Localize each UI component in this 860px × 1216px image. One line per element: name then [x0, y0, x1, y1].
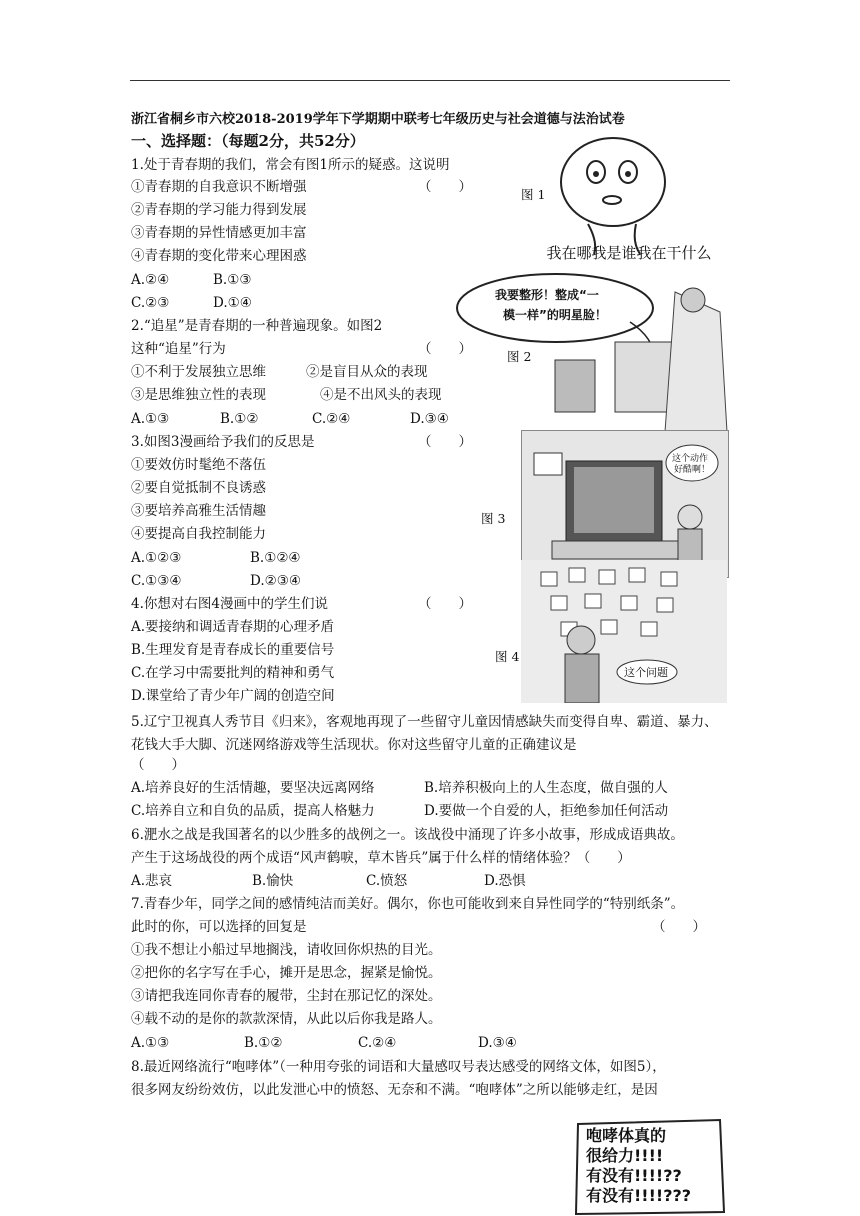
q7-option-1: ①我不想让小船过早地搁浅，请收回你炽热的目光。	[131, 942, 442, 958]
figure-1-caption: 我在哪我是谁我在干什么	[546, 244, 712, 262]
q3-answer-paren: （ ）	[418, 434, 472, 450]
q7-option-2: ②把你的名字写在手心，摊开是思念，握紧是愉悦。	[131, 965, 442, 981]
figure-3-bubble-line1: 这个动作	[672, 454, 709, 464]
q2-choice-c: C.②④	[312, 411, 351, 427]
q1-choice-a: A.②④	[131, 272, 170, 288]
q7-option-3: ③请把我连同你青春的履带，尘封在那记忆的深处。	[131, 988, 442, 1004]
figure-4-cartoon	[521, 560, 727, 703]
q8-stem-line1: 8.最近网络流行“咆哮体”（一种用夸张的词语和大量感叹号表达感受的网络文体，如图5），	[131, 1059, 666, 1075]
q5-stem: 5.辽宁卫视真人秀节目《归来》，客观地再现了一些留守儿童因情感缺失而变得自卑、霸道、暴力、花钱大手大脚、沉迷网络游戏等生活现状。你对这些留守儿童的正确建议是	[131, 714, 718, 753]
q3-choice-d: D.②③④	[250, 573, 301, 589]
q1-choice-d: D.①④	[213, 295, 252, 311]
q6-stem-line1: 6.淝水之战是我国著名的以少胜多的战例之一。该战役中涌现了许多小故事，形成成语典故。	[131, 827, 684, 843]
q2-choice-d: D.③④	[410, 411, 449, 427]
q4-stem: 4.你想对右图4漫画中的学生们说	[131, 596, 328, 612]
q7-answer-paren: （ ）	[652, 919, 706, 935]
figure-4-bubble: 这个问题	[624, 666, 668, 679]
figure-5-line2: 很给力!!!!	[586, 1146, 664, 1165]
q1-option-1: ①青春期的自我意识不断增强	[131, 179, 307, 195]
figure-5-cartoon	[570, 1116, 730, 1216]
q1-option-4: ④青春期的变化带来心理困惑	[131, 248, 307, 264]
q1-option-3: ③青春期的异性情感更加丰富	[131, 225, 307, 241]
figure-5-line4: 有没有!!!!???	[586, 1186, 692, 1205]
header-rule	[130, 80, 730, 81]
q7-stem-line1: 7.青春少年，同学之间的感情纯洁而美好。偶尔，你也可能收到来自异性同学的“特别纸条”。	[131, 896, 685, 912]
q5-choice-a: A.培养良好的生活情趣，要坚决远离网络	[131, 780, 375, 796]
q1-option-2: ②青春期的学习能力得到发展	[131, 202, 307, 218]
q2-option-3: ③是思维独立性的表现	[131, 387, 266, 403]
q6-choice-c: C.愤怒	[366, 873, 408, 889]
figure-5-line1: 咆哮体真的	[586, 1126, 667, 1145]
q3-option-2: ②要自觉抵制不良诱惑	[131, 480, 266, 496]
figure-2-cartoon	[455, 272, 730, 432]
q6-choice-d: D.恐惧	[484, 873, 526, 889]
figure-1-label: 图 1	[521, 187, 546, 202]
q5-choice-d: D.要做一个自爱的人，拒绝参加任何活动	[424, 803, 669, 819]
section-heading: 一、选择题：（每题2分，共52分）	[131, 132, 365, 150]
q2-option-2: ②是盲目从众的表现	[306, 364, 428, 380]
q4-choice-d: D.课堂给了青少年广阔的创造空间	[131, 688, 335, 704]
classroom-illustration	[521, 560, 727, 703]
figure-3-label: 图 3	[481, 511, 506, 526]
q6-stem-line2: 产生于这场战役的两个成语“风声鹤唳，草木皆兵”属于什么样的情绪体验？（ ）	[131, 850, 631, 866]
q1-stem: 1.处于青春期的我们，常会有图1所示的疑惑。这说明	[131, 157, 450, 173]
q3-choice-c: C.①③④	[131, 573, 182, 589]
q2-choice-a: A.①③	[131, 411, 170, 427]
q1-choice-c: C.②③	[131, 295, 170, 311]
q7-choice-d: D.③④	[478, 1035, 517, 1051]
q2-choice-b: B.①②	[220, 411, 259, 427]
q7-choice-b: B.①②	[244, 1035, 283, 1051]
q5-choice-b: B.培养积极向上的人生态度，做自强的人	[424, 780, 668, 796]
q2-option-4: ④是不出风头的表现	[320, 387, 442, 403]
q3-option-1: ①要效仿时髦绝不落伍	[131, 457, 266, 473]
q2-stem-line1: 2.“追星”是青春期的一种普遍现象。如图2	[131, 318, 383, 334]
figure-5-line3: 有没有!!!!??	[586, 1166, 682, 1185]
figure-3-cartoon	[521, 430, 729, 578]
q6-choice-b: B.愉快	[252, 873, 294, 889]
q3-option-3: ③要培养高雅生活情趣	[131, 503, 266, 519]
figure-2-bubble-line1: 我要整形！整成“一	[495, 288, 599, 302]
figure-2-label: 图 2	[507, 349, 532, 364]
q3-option-4: ④要提高自我控制能力	[131, 526, 266, 542]
q5-choice-c: C.培养自立和自负的品质，提高人格魅力	[131, 803, 375, 819]
q7-option-4: ④载不动的是你的款款深情，从此以后你我是路人。	[131, 1011, 442, 1027]
q8-stem-line2: 很多网友纷纷效仿，以此发泄心中的愤怒、无奈和不满。“咆哮体”之所以能够走红，是因	[131, 1082, 658, 1098]
q4-choice-c: C.在学习中需要批判的精神和勇气	[131, 665, 335, 681]
figure-4-label: 图 4	[495, 649, 520, 664]
q6-choice-a: A.悲哀	[131, 873, 173, 889]
q5-answer-paren: （ ）	[131, 757, 185, 773]
q4-choice-b: B.生理发育是青春成长的重要信号	[131, 642, 335, 658]
q1-answer-paren: （ ）	[418, 179, 472, 195]
exam-title: 浙江省桐乡市六校2018-2019学年下学期期中联考七年级历史与社会道德与法治试卷	[131, 112, 625, 127]
q2-stem-line2: 这种“追星”行为	[131, 341, 226, 357]
q3-choice-b: B.①②④	[250, 550, 301, 566]
q2-option-1: ①不利于发展独立思维	[131, 364, 266, 380]
figure-1-cartoon	[528, 132, 730, 265]
q4-answer-paren: （ ）	[418, 596, 472, 612]
q7-choice-a: A.①③	[131, 1035, 170, 1051]
figure-3-bubble-line2: 好酷啊！	[674, 465, 711, 475]
figure-2-bubble-line2: 模一样”的明星脸！	[503, 308, 607, 322]
q1-choice-b: B.①③	[213, 272, 252, 288]
q3-stem: 3.如图3漫画给予我们的反思是	[131, 434, 315, 450]
q2-answer-paren: （ ）	[418, 341, 472, 357]
q7-choice-c: C.②④	[358, 1035, 397, 1051]
q7-stem-line2: 此时的你，可以选择的回复是	[131, 919, 307, 935]
q4-choice-a: A.要接纳和调适青春期的心理矛盾	[131, 619, 335, 635]
q3-choice-a: A.①②③	[131, 550, 182, 566]
